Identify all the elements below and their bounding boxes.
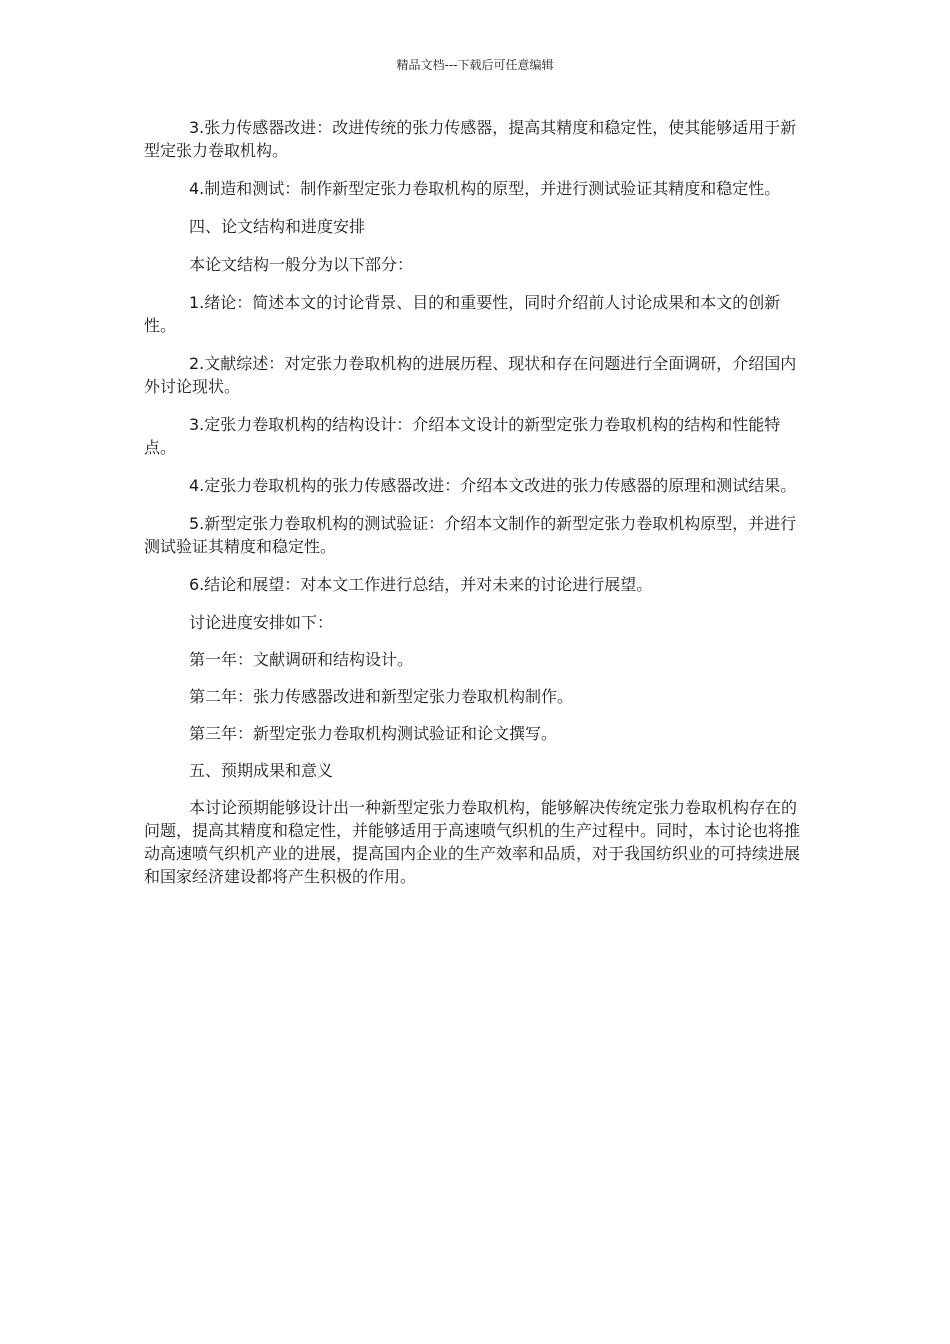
paragraph-conclusion-chapter: 6.结论和展望：对本文工作进行总结，并对未来的讨论进行展望。 xyxy=(189,575,653,594)
section-heading-expected-results: 五、预期成果和意义 xyxy=(189,761,334,780)
paragraph-structure-design-chapter: 3.定张力卷取机构的结构设计：介绍本文设计的新型定张力卷取机构的结构和性能特点。 xyxy=(144,415,781,457)
paragraph-manufacture-and-test: 4.制造和测试：制作新型定张力卷取机构的原型，并进行测试验证其精度和稳定性。 xyxy=(189,179,781,198)
schedule-item-year-1: 第一年：文献调研和结构设计。 xyxy=(189,650,414,669)
paragraph-schedule-intro: 讨论进度安排如下： xyxy=(189,613,334,632)
paragraph-introduction-chapter: 1.绪论：简述本文的讨论背景、目的和重要性，同时介绍前人讨论成果和本文的创新性。 xyxy=(144,293,781,335)
paragraph-expected-results: 本讨论预期能够设计出一种新型定张力卷取机构，能够解决传统定张力卷取机构存在的问题，提高其精度和稳定性，并能够适用于高速喷气织机的生产过程中。同时，本讨论也将推动高速喷气织机产业的进展，提高国内企业的生产效率和品质，对于我国纺织业的可持续进展和国家经济建设都将产生积极的作用。 xyxy=(144,798,801,886)
schedule-item-year-2: 第二年：张力传感器改进和新型定张力卷取机构制作。 xyxy=(189,687,574,706)
section-heading-structure-schedule: 四、论文结构和进度安排 xyxy=(189,217,366,236)
schedule-item-year-3: 第三年：新型定张力卷取机构测试验证和论文撰写。 xyxy=(189,724,558,743)
paragraph-literature-review-chapter: 2.文献综述：对定张力卷取机构的进展历程、现状和存在问题进行全面调研，介绍国内外讨论现状。 xyxy=(144,354,797,396)
paragraph-test-validation-chapter: 5.新型定张力卷取机构的测试验证：介绍本文制作的新型定张力卷取机构原型，并进行测试验证其精度和稳定性。 xyxy=(144,514,797,556)
paragraph-structure-intro: 本论文结构一般分为以下部分： xyxy=(189,255,414,274)
page-header: 精品文档---下载后可任意编辑 xyxy=(396,58,554,72)
paragraph-sensor-improvement-chapter: 4.定张力卷取机构的张力传感器改进：介绍本文改进的张力传感器的原理和测试结果。 xyxy=(189,476,797,495)
document-body xyxy=(144,116,806,903)
paragraph-tension-sensor-improvement: 3.张力传感器改进：改进传统的张力传感器，提高其精度和稳定性，使其能够适用于新型定张力卷取机构。 xyxy=(144,118,797,160)
